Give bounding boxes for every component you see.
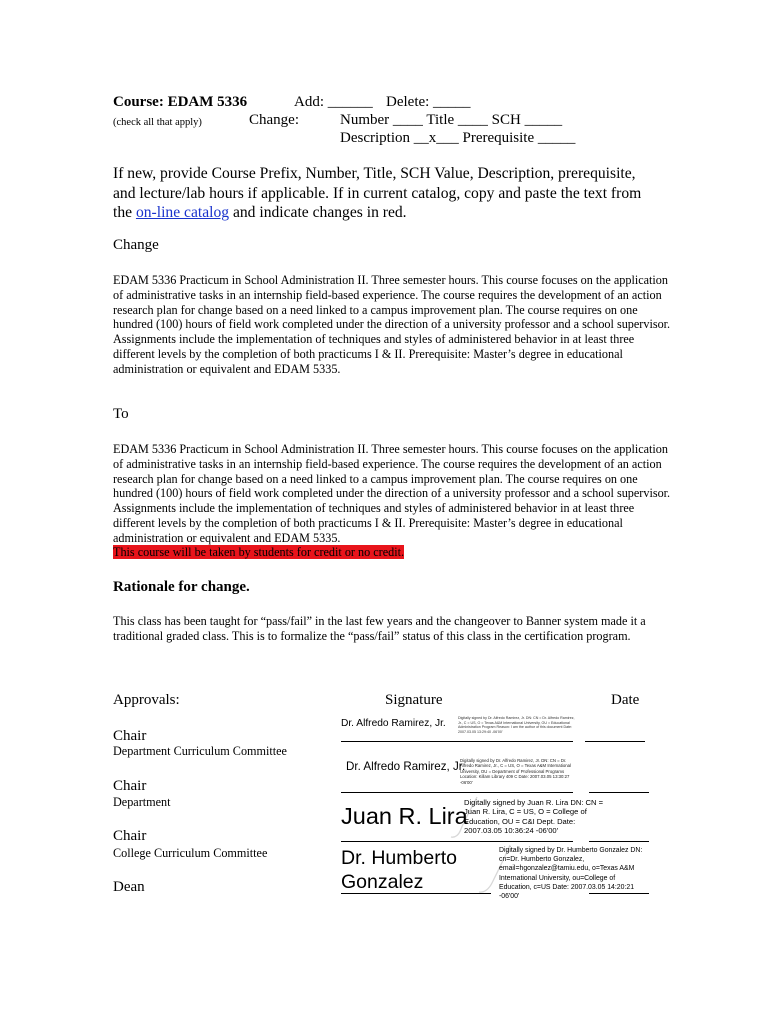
approver-subtitle: College Curriculum Committee [113,846,268,860]
change-label: Change: [249,112,299,128]
approver-subtitle: Department [113,795,171,809]
signature-signer-name: Dr. Humberto Gonzalez [341,847,457,893]
change-options-line2: Description __x___ Prerequisite _____ [340,130,576,146]
signature-signer-name: Dr. Alfredo Ramirez, Jr. [346,760,466,773]
signature-line [341,893,491,894]
course-label: Course: EDAM 5336 [113,94,248,110]
signature-line [341,741,573,742]
signature-heading: Signature [385,692,443,708]
signature-signer-name: Juan R. Lira [341,803,468,829]
added-text-highlight [113,545,404,560]
add-field: Add: ______ [294,94,373,110]
date-line [585,741,645,742]
added-text: This course will be taken by students for credit or no credit. [113,545,405,559]
signature-signer-name: Dr. Alfredo Ramirez, Jr. [341,718,446,729]
approver-title: Dean [113,879,145,895]
date-line [589,792,649,793]
approver-title: Chair [113,728,147,744]
instructions-before-link: If new, provide Course Prefix, Number, Title, SCH Value, Description, prerequisite, and lecture/lab hours if applicable. If in current catalog, copy and paste the text from the [113,165,642,221]
instructions-after-link: and indicate changes in red. [229,204,407,221]
change-options-line1: Number ____ Title ____ SCH _____ [340,112,563,128]
approver-subtitle: Department Curriculum Committee [113,744,287,758]
rationale-heading: Rationale for change. [113,579,250,595]
date-line [589,893,649,894]
date-line [589,841,649,842]
check-all-note: (check all that apply) [113,117,202,128]
delete-field: Delete: _____ [386,94,471,110]
digital-signature-details: Digitally signed by Dr. Humberto Gonzalez DN: cn=Dr. Humberto Gonzalez, email=hgonzalez@tamiu.edu, o=Texas A&M International University, ou=College of Education, c=US Date: 2007.03.05 14:20:21 -06'00' [499,847,643,901]
instructions-paragraph [113,164,658,223]
change-heading: Change [113,237,159,253]
to-description: EDAM 5336 Practicum in School Administration II. Three semester hours. This course focuses on the application of administrative tasks in an internship field-based experience. The course requires the development of an action research plan for change based on a need linked to a campus improvement plan. The course requires on one hundred (100) hours of field work completed under the direction of a university professor and a school supervisor. Assignments include the implementation of techniques and styles of administered behavior in at least three different levels by the completion of both practicums I & II. Prerequisite: Master’s degree in educational administration or equivalent and EDAM 5335. [113,442,671,545]
digital-signature-details: Digitally signed by Dr. Alfredo Ramirez, Jr. DN: CN = Dr. Alfredo Ramirez, Jr., C = US, O = Texas A&M International University, OU = Educational Administration Program Reason: I am the author of this document Date: 2007.03.05 13:29:40 -06'00' [458,716,575,734]
approver-title: Chair [113,828,147,844]
online-catalog-link[interactable]: on-line catalog [135,204,230,221]
digital-signature-details: Digitally signed by Dr. Alfredo Ramirez, Jr. DN: CN = Dr. Alfredo Ramirez, Jr., C = US, O = Texas A&M International University, OU = Department of Professional Programs Location: Killam Library 409 C Date: 2007.03.05 13:30:27 -06'00' [460,758,571,785]
to-heading: To [113,406,129,422]
date-heading: Date [611,692,640,708]
signature-line [341,792,573,793]
approver-title: Chair [113,778,147,794]
digital-signature-details: Digitally signed by Juan R. Lira DN: CN = Juan R. Lira, C = US, O = College of Education, OU = C&I Dept. Date: 2007.03.05 10:36:24 -06'00' [464,798,604,836]
approvals-heading: Approvals: [113,692,180,708]
change-description: EDAM 5336 Practicum in School Administration II. Three semester hours. This course focuses on the application of administrative tasks in an internship field-based experience. The course requires the development of an action research plan for change based on a need linked to a campus improvement plan. The course requires on one hundred (100) hours of field work completed under the direction of a university professor and a school supervisor. Assignments include the implementation of techniques and styles of administered behavior in at least three different levels by the completion of both practicums I & II. Prerequisite: Master’s degree in educational administration or equivalent and EDAM 5335. [113,273,671,376]
signature-line [341,841,573,842]
rationale-text: This class has been taught for “pass/fail” in the last few years and the changeover to Banner system made it a traditional graded class. This is to formalize the “pass/fail” status of this class in the certification program. [113,614,646,643]
